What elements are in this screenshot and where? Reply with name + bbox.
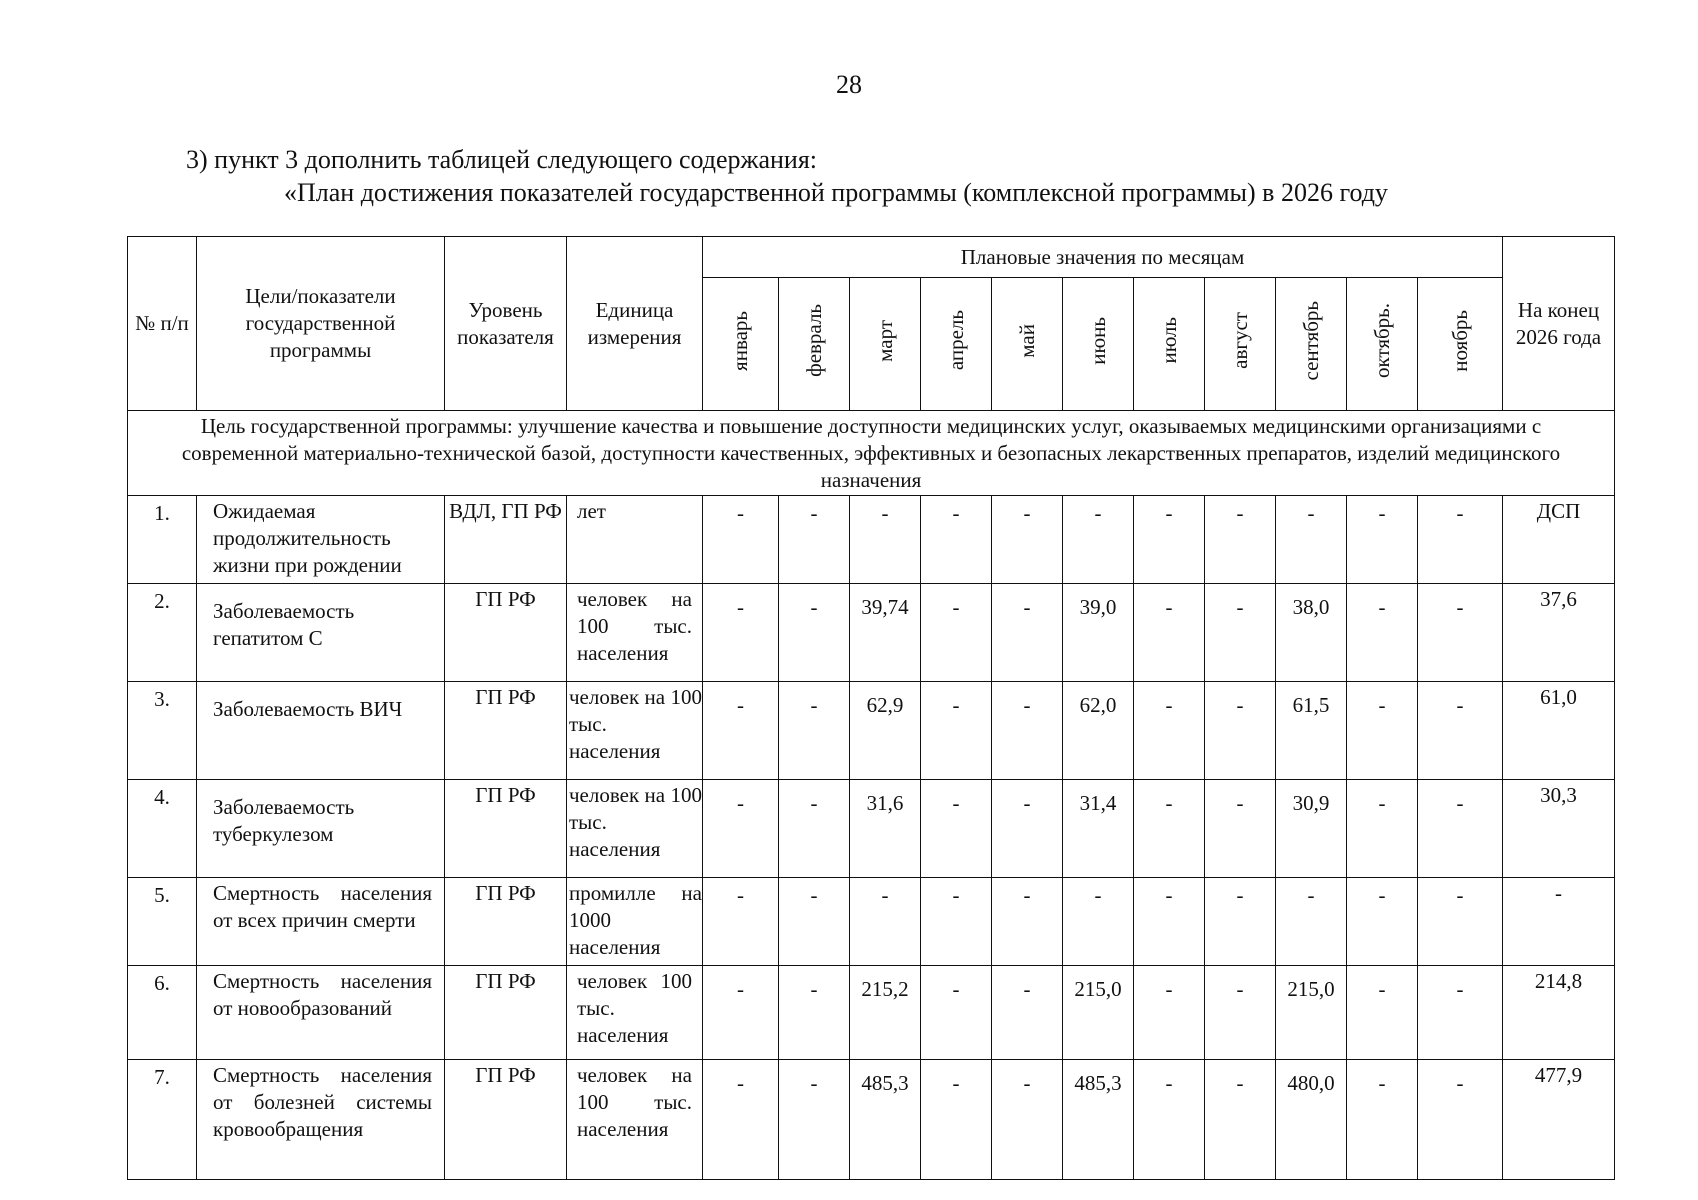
indicator-level: ГП РФ [445,1060,567,1180]
month-label: сентябрь [1298,300,1323,381]
header-final: На конец 2026 года [1503,237,1615,411]
month-value: - [1205,584,1276,682]
header-monthly: Плановые значения по месяцам [703,237,1503,278]
month-value: - [779,584,850,682]
table-row [128,780,1615,878]
page-number: 28 [836,70,862,99]
month-value: 39,0 [1063,584,1134,682]
final-value: ДСП [1503,496,1615,584]
header-unit: Единица измерения [567,237,703,411]
month-value: 61,5 [1276,682,1347,780]
final-value: 30,3 [1503,780,1615,878]
month-value: - [1347,584,1418,682]
month-label: апрель [943,310,968,371]
final-value: 477,9 [1503,1060,1615,1180]
indicator-name: Смертность населения от всех причин смерти [197,878,445,966]
month-value: 39,74 [850,584,921,682]
month-value: - [779,682,850,780]
month-value: 480,0 [1276,1060,1347,1180]
month-value: - [1134,878,1205,966]
month-label: май [1014,323,1039,358]
indicator-level: ГП РФ [445,780,567,878]
month-value: - [779,496,850,584]
month-value: - [703,584,779,682]
document-title: «План достижения показателей государственной программы (комплексной программы) в 2026 году [284,178,1388,207]
intro-text: 3) пункт 3 дополнить таблицей следующего содержания: [186,145,818,174]
month-value: 485,3 [850,1060,921,1180]
indicator-unit: человек на 100 тыс. населения [567,682,703,780]
indicator-unit: человек на 100 тыс. населения [567,780,703,878]
month-value: - [992,682,1063,780]
month-label: февраль [801,304,826,377]
final-value: 214,8 [1503,966,1615,1060]
month-label: ноябрь [1447,309,1472,372]
month-value: - [1418,584,1503,682]
month-label: октябрь. [1369,303,1394,378]
month-value: - [779,966,850,1060]
month-value: - [779,878,850,966]
month-value: 62,0 [1063,682,1134,780]
month-value: - [703,780,779,878]
month-value: - [703,966,779,1060]
month-value: - [1205,780,1276,878]
month-value: - [992,1060,1063,1180]
table-row [128,496,1615,584]
header-month [992,278,1063,411]
indicator-unit: человек на 100 тыс. населения [567,584,703,682]
indicator-level: ГП РФ [445,966,567,1060]
month-value: - [921,878,992,966]
month-value: - [779,780,850,878]
month-value: - [779,1060,850,1180]
row-number: 6. [128,966,197,1060]
month-value: - [850,496,921,584]
month-value: - [703,682,779,780]
final-value: 37,6 [1503,584,1615,682]
month-value: - [703,1060,779,1180]
month-value: - [1063,496,1134,584]
month-value: - [1418,496,1503,584]
table-row [128,584,1615,682]
header-goal: Цели/показатели государственной программы [197,237,445,411]
month-value: - [1205,496,1276,584]
goal-row: Цель государственной программы: улучшение качества и повышение доступности медицинских услуг, оказываемых медицинскими организациями с современной материально-технической базой, доступности качественных, эффективных и безопасных лекарственных препаратов, изделий медицинского назначения [128,411,1615,496]
indicator-level: ГП РФ [445,584,567,682]
month-value: - [1347,966,1418,1060]
indicator-name: Заболеваемость туберкулезом [197,780,445,878]
month-value: 30,9 [1276,780,1347,878]
indicator-level: ВДЛ, ГП РФ [445,496,567,584]
month-value: - [1418,1060,1503,1180]
table-row [128,878,1615,966]
indicator-unit: промилле на 1000 населения [567,878,703,966]
month-value: - [1276,496,1347,584]
month-value: - [1134,966,1205,1060]
row-number: 7. [128,1060,197,1180]
header-month [703,278,779,411]
month-label: март [872,319,897,362]
header-month [779,278,850,411]
month-value: - [1063,878,1134,966]
month-value: - [921,496,992,584]
header-month [1134,278,1205,411]
header-month [1205,278,1276,411]
month-value: - [1347,878,1418,966]
month-value: - [1205,1060,1276,1180]
indicator-name: Заболеваемость гепатитом С [197,584,445,682]
indicator-unit: человек на 100 тыс. населения [567,1060,703,1180]
indicator-level: ГП РФ [445,682,567,780]
month-value: - [921,780,992,878]
month-value: - [1276,878,1347,966]
month-value: - [992,878,1063,966]
month-value: 38,0 [1276,584,1347,682]
indicator-unit: лет [567,496,703,584]
header-month [921,278,992,411]
month-value: - [1418,966,1503,1060]
month-value: - [921,966,992,1060]
month-value: - [1134,682,1205,780]
month-value: - [921,682,992,780]
indicator-name: Заболеваемость ВИЧ [197,682,445,780]
month-label: август [1227,312,1252,369]
indicator-level: ГП РФ [445,878,567,966]
month-value: - [992,584,1063,682]
month-value: - [1347,1060,1418,1180]
month-value: 485,3 [1063,1060,1134,1180]
indicator-name: Смертность населения от новообразований [197,966,445,1060]
final-value: 61,0 [1503,682,1615,780]
indicator-unit: человек 100 тыс. населения [567,966,703,1060]
month-value: 31,4 [1063,780,1134,878]
row-number: 1. [128,496,197,584]
month-value: - [1418,682,1503,780]
month-value: - [1347,496,1418,584]
header-month [1418,278,1503,411]
month-value: 31,6 [850,780,921,878]
month-value: - [703,496,779,584]
month-value: - [992,496,1063,584]
table-row [128,966,1615,1060]
month-label: июнь [1085,316,1110,365]
header-month [1063,278,1134,411]
month-value: - [1134,496,1205,584]
month-value: - [992,966,1063,1060]
indicator-name: Смертность населения от болезней системы кровообращения [197,1060,445,1180]
month-value: 215,2 [850,966,921,1060]
month-value: - [1347,780,1418,878]
header-level: Уровень показателя [445,237,567,411]
final-value: - [1503,878,1615,966]
month-value: - [703,878,779,966]
month-value: - [1418,878,1503,966]
row-number: 5. [128,878,197,966]
month-value: 215,0 [1276,966,1347,1060]
table-row [128,682,1615,780]
month-value: - [1134,584,1205,682]
header-month [1276,278,1347,411]
row-number: 4. [128,780,197,878]
month-value: - [1205,966,1276,1060]
month-value: - [921,584,992,682]
plan-table [127,236,1615,1180]
indicator-name: Ожидаемая продолжительность жизни при рождении [197,496,445,584]
header-month [1347,278,1418,411]
row-number: 3. [128,682,197,780]
month-value: 215,0 [1063,966,1134,1060]
table-row [128,1060,1615,1180]
month-label: январь [728,310,752,371]
header-num: № п/п [128,237,197,411]
month-value: - [1205,878,1276,966]
month-value: - [1347,682,1418,780]
month-value: - [850,878,921,966]
header-month [850,278,921,411]
month-value: - [921,1060,992,1180]
row-number: 2. [128,584,197,682]
month-value: 62,9 [850,682,921,780]
month-value: - [992,780,1063,878]
month-value: - [1418,780,1503,878]
month-value: - [1134,780,1205,878]
month-value: - [1205,682,1276,780]
month-value: - [1134,1060,1205,1180]
month-label: июль [1156,317,1181,364]
